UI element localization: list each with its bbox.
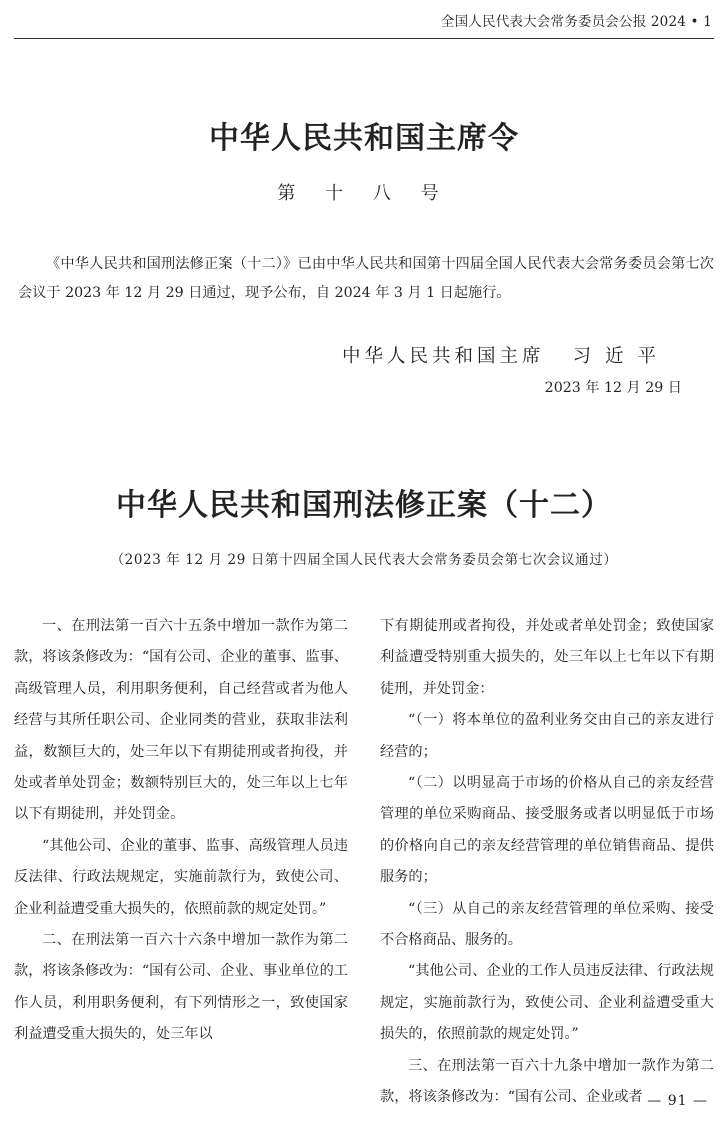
signer-name: 习近平 [572,346,671,367]
amendment-title: 中华人民共和国刑法修正案（十二） [116,488,612,523]
paragraph: 一、在刑法第一百六十五条中增加一款作为第二款，将该条修改为：“国有公司、企业的董事、监事、高级管理人员，利用职务便利，自己经营或者为他人经营与其所任职公司、企业同类的营业，获取非法利益，数额巨大的，处三年以下有期徒刑或者拘役，并处或者单处罚金；数额特别巨大的，处三年以上七年以下有期徒刑，并处罚金。 [14,618,348,823]
signer-title: 中华人民共和国主席 [342,346,545,367]
paragraph: “（三）从自己的亲友经营管理的单位采购、接受不合格商品、服务的。 [380,900,714,949]
paragraph: “（二）以明显高于市场的价格从自己的亲友经营管理的单位采购商品、接受服务或者以明显低于市场的价格向自己的亲友经营管理的单位销售商品、提供服务的； [380,775,714,886]
paragraph: “（一）将本单位的盈利业务交由自己的亲友进行经营的； [380,712,714,760]
paragraph-continuation: 下有期徒刑或者拘役，并处或者单处罚金；致使国家利益遭受特别重大损失的，处三年以上七年以下有期徒刑，并处罚金： [380,618,714,697]
running-header: 全国人民代表大会常务委员会公报 2024 • 1 [440,14,712,30]
amendment-subtitle: （2023 年 12 月 29 日第十四届全国人民代表大会常务委员会第七次会议通过） [110,552,618,568]
header-rule [14,38,714,39]
order-body: 《中华人民共和国刑法修正案（十二）》已由中华人民共和国第十四届全国人民代表大会常务委员会第七次会议于 2023 年 12 月 29 日通过，现予公布，自 2024 年 3 月 1 日起施行。 [18,256,714,301]
order-number: 第 十 八 号 [277,183,451,204]
page-number: — 91 — [647,1093,708,1109]
paragraph: 二、在刑法第一百六十六条中增加一款作为第二款，将该条修改为：“国有公司、企业、事业单位的工作人员，利用职务便利，有下列情形之一，致使国家利益遭受重大损失的，处三年以 [14,932,348,1043]
signature-line [342,342,670,368]
paragraph: 三、在刑法第一百六十九条中增加一款作为第二款，将该条修改为：“国有公司、企业或者 [380,1057,714,1106]
order-date: 2023 年 12 月 29 日 [544,380,682,396]
paragraph: “其他公司、企业的董事、监事、高级管理人员违反法律、行政法规规定，实施前款行为，致使公司、企业利益遭受重大损失的，依照前款的规定处罚。” [14,837,348,917]
paragraph: “其他公司、企业的工作人员违反法律、行政法规规定，实施前款行为，致使公司、企业利益遭受重大损失的，依照前款的规定处罚。” [380,963,714,1043]
left-column [14,611,348,1091]
order-title: 中华人民共和国主席令 [209,121,519,156]
